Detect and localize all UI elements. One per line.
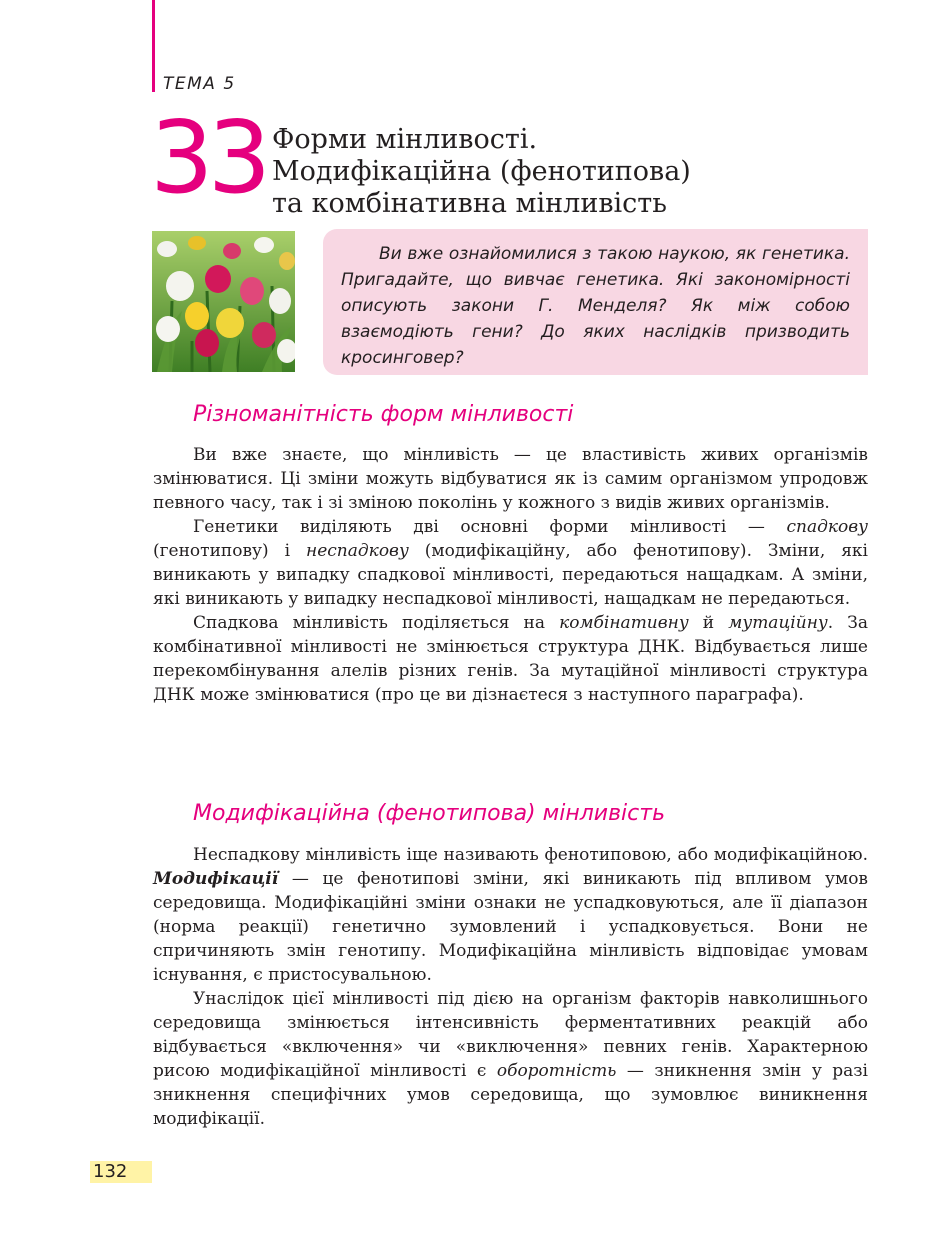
paragraph (153, 611, 868, 707)
text-run: (модифікаційну, або фенотипову). Зміни, які виникають у випадку спадкової мінливості, передаються нащадкам. А зміни, які виникають у випадку неспадкової мінливості, нащадкам не передаються. (153, 541, 868, 609)
text-run: — зникнення змін у разі зникнення специфічних умов середовища, що зумовлює виникнення модифікації. (153, 1061, 868, 1129)
lesson-number: 33 (150, 99, 266, 216)
text-run: Спадкова мінливість поділяється на (193, 613, 560, 633)
margin-accent-bar (152, 0, 155, 92)
paragraph (153, 987, 868, 1131)
term-italic: оборотність (496, 1061, 617, 1081)
lesson-title-line-3: та комбінативна мінливість (272, 188, 667, 219)
text-run: й (688, 613, 729, 633)
term-italic: неспадкову (306, 541, 409, 561)
topic-label: ТЕМА 5 (163, 74, 236, 94)
text-run: Унаслідок цієї мінливості під дією на організм факторів навколишнього середовища змінюється інтенсивність ферментативних реакцій або відбувається «включення» чи «виключення» певних генів. Характерною рисою модифікаційної мінливості є (153, 989, 868, 1081)
term-italic: спадкову (786, 517, 868, 537)
text-run: Неспадкову мінливість іще називають фенотиповою, або модифікаційною. (193, 845, 868, 865)
section-heading-modification-variability: Модифікаційна (фенотипова) мінливість (193, 801, 666, 826)
paragraph (153, 515, 868, 611)
section-2-body (153, 843, 868, 1131)
section-1-body (153, 443, 868, 707)
page-number (90, 1161, 152, 1183)
text-run: . За комбінативної мінливості не змінюється структура ДНК. Відбувається лише перекомбінування алелів різних генів. За мутаційної мінливості структура ДНК може змінюватися (про це ви дізнаєтеся з наступного параграфа). (153, 613, 868, 705)
paragraph: Ви вже знаєте, що мінливість — це властивість живих організмів змінюватися. Ці зміни можуть відбуватися як із самим організмом упродовж певного часу, так і зі зміною поколінь у кожного з видів живих організмів. (153, 445, 868, 513)
intro-questions-box (323, 229, 868, 375)
lesson-title (272, 124, 872, 220)
page-number-text: 132 (93, 1161, 128, 1182)
section-heading-variability-forms: Різноманітність форм мінливості (193, 402, 574, 427)
text-run: — це фенотипові зміни, які виникають під впливом умов середовища. Модифікаційні зміни ознаки не успадковуються, але її діапазон (норма реакції) генетично зумовлений і успадковується. Вони не спричиняють змін генотипу. Модифікаційна мінливість відповідає умовам існування, є пристосувальною. (153, 869, 868, 985)
tulips-photo (152, 231, 295, 372)
lesson-title-line-2: Модифікаційна (фенотипова) (272, 156, 691, 187)
text-run: Генетики виділяють дві основні форми мінливості — (193, 517, 787, 537)
term-italic: мутаційну (728, 613, 828, 633)
term-bold-italic: Модифікації (153, 869, 279, 889)
term-italic: комбінативну (559, 613, 689, 633)
paragraph (153, 843, 868, 987)
intro-text: Ви вже ознайомилися з такою наукою, як генетика. Пригадайте, що вивчає генетика. Які закономірності описують закони Г. Менделя? Як між собою взаємодіють гени? До яких наслідків призводить кросинговер? (341, 244, 850, 368)
lesson-title-line-1: Форми мінливості. (272, 124, 538, 155)
text-run: (генотипову) і (153, 541, 307, 561)
